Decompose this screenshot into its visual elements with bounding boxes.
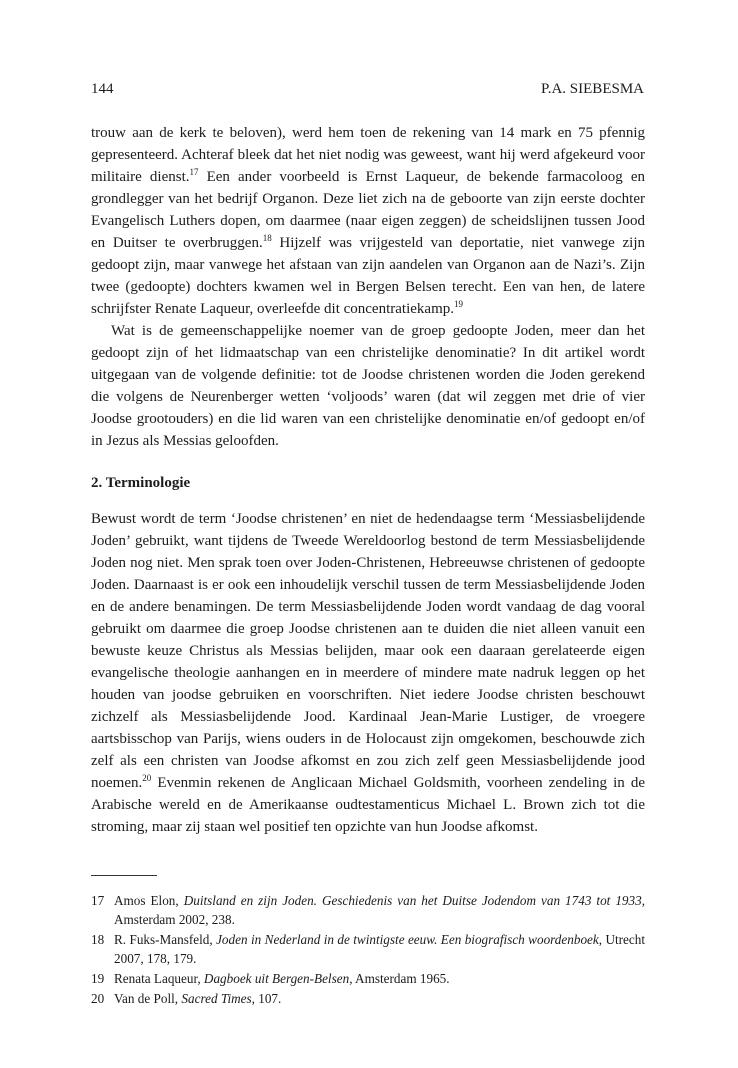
paragraph-1-text-b: Een ander voorbeeld is Ernst Laqueur, de bekende farmacoloog en grondlegger van het bedrijf Organon. Deze liet zich na de geboorte van zijn eerste dochter Evangelisch Luthers dopen, om daarmee (naar eigen zeggen) de scheidslijnen tussen Jood en Duitser te overbruggen. [91,169,645,251]
footnote-publication: , Utrecht 2007, 178, 179. [114,932,646,966]
footnote-title: Joden in Nederland in de twintigste eeuw. Een biografisch woordenboek [216,932,599,947]
footnote-item [91,891,645,929]
footnote-ref-20[interactable]: 20 [142,773,152,783]
footnote-author: Renata Laqueur, [114,971,204,986]
footnote-author: Amos Elon, [114,893,184,908]
footnote-number: 20 [91,991,105,1006]
paragraph-3-text-b: Evenmin rekenen de Anglicaan Michael Goldsmith, voorheen zendeling in de Arabische wereld en de Amerikaanse oudtestamenticus Michael L. Brown zich tot die stroming, maar zij staan wel positief ten opzichte van hun Joodse afkomst. [91,775,645,835]
footnote-title: Dagboek uit Bergen-Belsen [203,971,350,986]
paragraph-1-text-c: Hijzelf was vrijgesteld van deportatie, niet vanwege zijn gedoopt zijn, maar vanwege het afstaan van zijn aandelen van Organon aan de Nazi’s. Zijn twee (gedoopte) dochters kwamen wel in Bergen Belsen terecht. Een van hen, de latere schrijfster Renate Laqueur, overleefde dit concentratiekamp. [91,235,645,317]
footnote-number: 18 [91,932,105,947]
footnote-author: R. Fuks-Mansfeld, [114,932,217,947]
footnote-ref-18[interactable]: 18 [262,233,272,243]
paragraph-3-text-a: Bewust wordt de term ‘Joodse christenen’ en niet de hedendaagse term ‘Messiasbelijdende Joden’ gebruikt, want tijdens de Tweede Wereldoorlog bestond de term Messiasbelijdende Joden nog niet. Men sprak toen over Joden-Christenen, Hebreeuwse christenen of gedoopte Joden. Daarnaast is er ook een inhoudelijk verschil tussen de term Messiasbelijdende Joden en de andere benamingen. De term Messiasbelijdende Joden wordt vandaag de dag vooral gebruikt om daarmee die groep Joodse christenen aan te duiden die niet alleen vanuit een bewuste keuze Christus als Messias belijden, maar ook een daaraan gerelateerde eigen evangelische theologie aanhangen en in meerdere of mindere mate nadruk leggen op het houden van joodse gebruiken en voorschriften. Niet iedere Joodse christen beschouwt zichzelf als Messiasbelijdende Jood. Kardinaal Jean-Marie Lustiger, de vroegere aartsbisschop van Parijs, wiens ouders in de Holocaust zijn omgekomen, beschouwde zich zelf als een christen van Joodse afkomst en zou zich zelf geen Messiasbelijdende jood noemen. [91,511,645,791]
page-number: 144 [91,81,114,97]
footnote-item [91,969,645,988]
footnote-text [114,969,645,988]
footnote-ref-19[interactable]: 19 [453,299,463,309]
footnote-ref-17[interactable]: 17 [189,167,199,177]
footnotes [91,891,645,1009]
footnote-author: Van de Poll, [114,991,182,1006]
footnote-divider [91,875,157,876]
footnote-publication: , Amsterdam 1965. [349,971,450,986]
paragraph-2: Wat is de gemeenschappelijke noemer van de groep gedoopte Joden, meer dan het gedoopt zijn of het lidmaatschap van een christelijke denominatie? In dit artikel wordt uitgegaan van de volgende definitie: tot de Joodse christenen worden die Joden gerekend die volgens de Neurenberger wetten ‘voljoods’ waren (dat wil zeggen met drie of vier Joodse grootouders) en die lid waren van een christelijke denominatie en/of gedoopt en/of in Jezus als Messias geloofden. [91,323,645,449]
paragraph-1 [91,122,645,320]
body-text [91,122,645,838]
footnote-publication: Amsterdam 2002, 238. [114,912,235,927]
page-header [91,80,644,98]
section-heading: 2. Terminologie [91,475,191,491]
footnote-text [114,891,645,929]
footnote-number: 17 [91,893,105,908]
footnote-text [114,930,645,968]
footnote-publication: 107. [254,991,282,1006]
footnote-title: Duitsland en zijn Joden. Geschiedenis van het Duitse Jodendom van 1743 tot 1933, [183,893,645,908]
footnote-number: 19 [91,971,105,986]
footnote-item [91,989,645,1008]
paragraph-1-text-a: trouw aan de kerk te beloven), werd hem toen de rekening van 14 mark en 75 pfennig gepresenteerd. Achteraf bleek dat het niet nodig was geweest, want hij werd afgekeurd voor militaire dienst. [91,125,645,185]
running-head: P.A. SIEBESMA [541,81,644,97]
footnote-text [114,989,645,1008]
paragraph-3 [91,508,645,838]
footnote-title: Sacred Times, [181,991,255,1006]
footnote-item [91,930,645,968]
